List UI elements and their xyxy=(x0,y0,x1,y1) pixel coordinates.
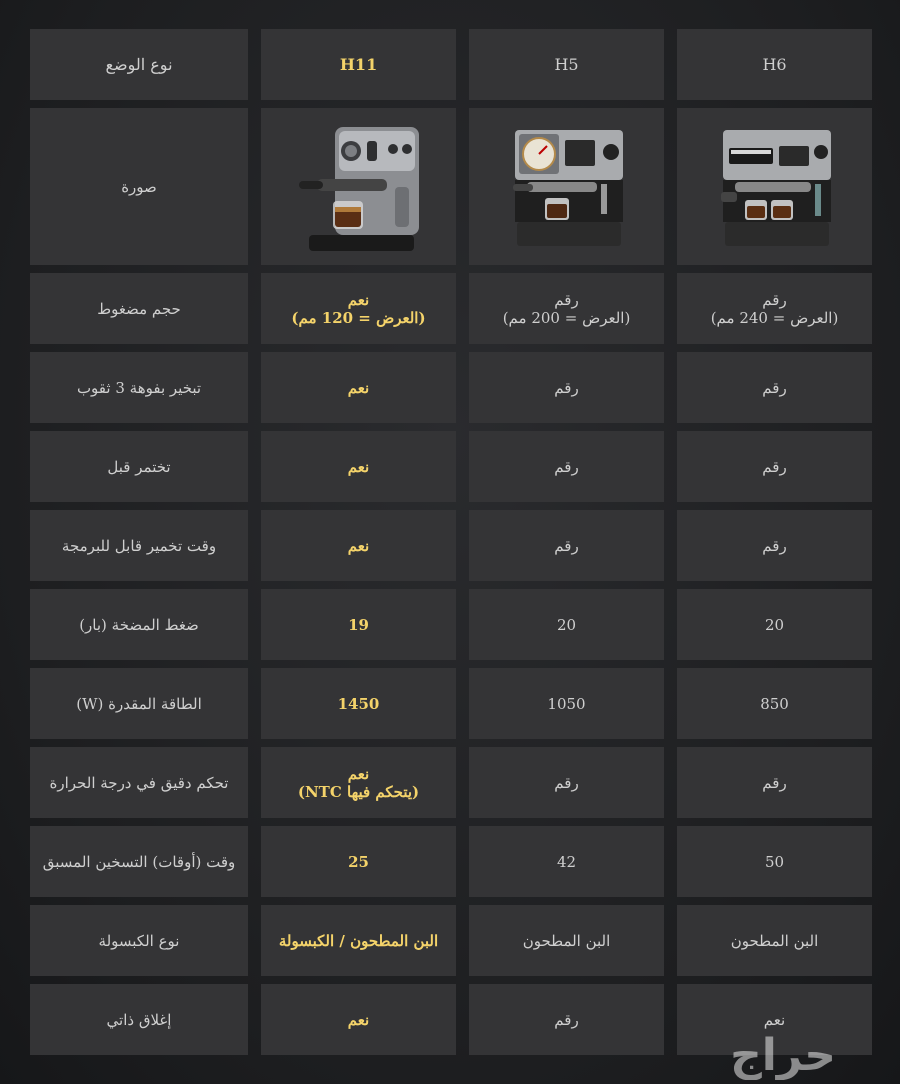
espresso-machine-gauge-image xyxy=(507,122,627,252)
espresso-machine-slim-image xyxy=(289,117,429,257)
h6-pre-brew: رقم xyxy=(677,431,872,502)
h6-compact-size xyxy=(677,273,872,344)
h6-pump-pressure: 20 xyxy=(677,589,872,660)
h11-image-cell xyxy=(261,108,456,265)
row-label-programmable-brew-time: وقت تخمير قابل للبرمجة xyxy=(30,510,248,581)
row-label-rated-power: الطاقة المقدرة (W) xyxy=(30,668,248,739)
row-label-compact-size: حجم مضغوط xyxy=(30,273,248,344)
row-label-pump-pressure: ضغط المضخة (بار) xyxy=(30,589,248,660)
h6-image-cell xyxy=(677,108,872,265)
row-label-pre-brew: تختمر قبل xyxy=(30,431,248,502)
h6-compact-size-value: رقم (العرض = 240 مم) xyxy=(710,290,839,327)
h5-auto-shutoff: رقم xyxy=(469,984,664,1055)
h5-compact-size xyxy=(469,273,664,344)
h5-temperature-control: رقم xyxy=(469,747,664,818)
espresso-machine-display-image xyxy=(715,122,835,252)
header-h11: H11 xyxy=(261,29,456,100)
row-label-steam-wand: تبخير بفوهة 3 ثقوب xyxy=(30,352,248,423)
h6-preheat-time: 50 xyxy=(677,826,872,897)
comparison-table xyxy=(30,29,872,1055)
header-model-type: نوع الوضع xyxy=(30,29,248,100)
row-label-preheat-time: وقت (أوقات) التسخين المسبق xyxy=(30,826,248,897)
h6-auto-shutoff: نعم xyxy=(677,984,872,1055)
h5-rated-power: 1050 xyxy=(469,668,664,739)
h11-programmable-brew-time: نعم xyxy=(261,510,456,581)
h5-pump-pressure: 20 xyxy=(469,589,664,660)
h11-auto-shutoff: نعم xyxy=(261,984,456,1055)
h5-image-cell xyxy=(469,108,664,265)
h6-capsule-type: البن المطحون xyxy=(677,905,872,976)
h11-capsule-type: البن المطحون / الكبسولة xyxy=(261,905,456,976)
h5-capsule-type: البن المطحون xyxy=(469,905,664,976)
h5-steam-wand: رقم xyxy=(469,352,664,423)
header-h6: H6 xyxy=(677,29,872,100)
h11-temperature-control xyxy=(261,747,456,818)
h11-compact-size xyxy=(261,273,456,344)
h6-programmable-brew-time: رقم xyxy=(677,510,872,581)
h5-compact-size-value: رقم (العرض = 200 مم) xyxy=(502,290,631,327)
h6-steam-wand: رقم xyxy=(677,352,872,423)
row-label-image: صورة xyxy=(30,108,248,265)
h11-temperature-control-value: نعم (يتحكم فيها NTC) xyxy=(297,764,420,801)
haraj-watermark-logo xyxy=(668,1030,898,1080)
h5-preheat-time: 42 xyxy=(469,826,664,897)
h11-pump-pressure: 19 xyxy=(261,589,456,660)
header-h5: H5 xyxy=(469,29,664,100)
watermark-text: حراج xyxy=(730,1030,836,1080)
row-label-auto-shutoff: إغلاق ذاتي xyxy=(30,984,248,1055)
h6-temperature-control: رقم xyxy=(677,747,872,818)
row-label-temperature-control: تحكم دقيق في درجة الحرارة xyxy=(30,747,248,818)
h11-steam-wand: نعم xyxy=(261,352,456,423)
row-label-capsule-type: نوع الكبسولة xyxy=(30,905,248,976)
h5-pre-brew: رقم xyxy=(469,431,664,502)
h11-preheat-time: 25 xyxy=(261,826,456,897)
h11-compact-size-value: نعم (العرض = 120 مم) xyxy=(291,290,426,327)
h11-pre-brew: نعم xyxy=(261,431,456,502)
h11-rated-power: 1450 xyxy=(261,668,456,739)
h5-programmable-brew-time: رقم xyxy=(469,510,664,581)
h6-rated-power: 850 xyxy=(677,668,872,739)
